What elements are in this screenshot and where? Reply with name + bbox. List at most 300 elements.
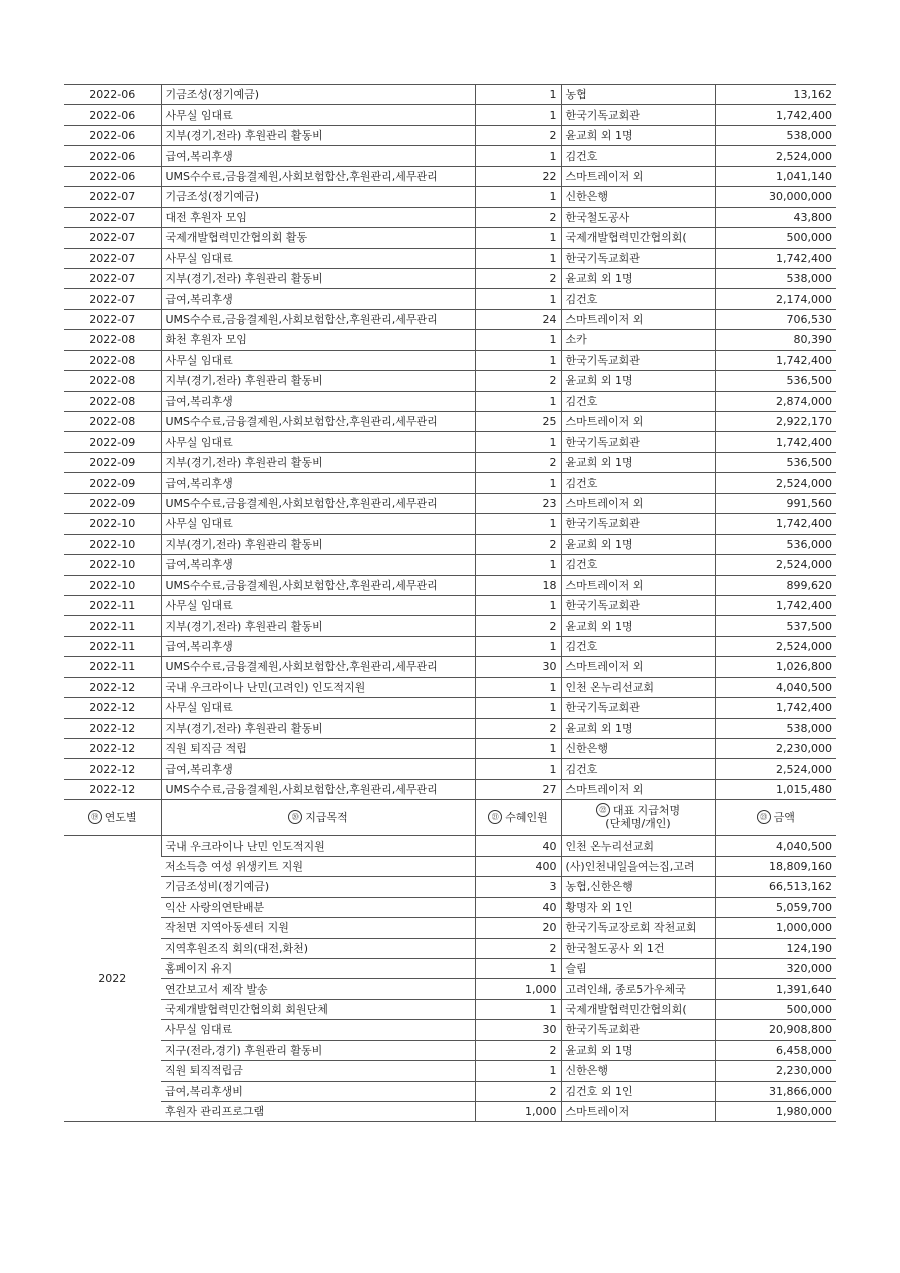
row-date: 2022-07: [64, 309, 161, 329]
row-amount: 899,620: [715, 575, 836, 595]
row-amount: 1,742,400: [715, 698, 836, 718]
row-date: 2022-08: [64, 371, 161, 391]
row-amount: 2,524,000: [715, 146, 836, 166]
row-purpose: 지부(경기,전라) 후원관리 활동비: [161, 534, 475, 554]
row-date: 2022-10: [64, 555, 161, 575]
row-purpose: 지부(경기,전라) 후원관리 활동비: [161, 125, 475, 145]
row-amount: 80,390: [715, 330, 836, 350]
row-payee: 한국철도공사: [561, 207, 715, 227]
row-payee: 윤교희 외 1명: [561, 452, 715, 472]
row-purpose: UMS수수료,금융결제원,사회보험합산,후원관리,세무관리: [161, 657, 475, 677]
annual-payee: 슬림: [561, 958, 715, 978]
annual-amount: 320,000: [715, 958, 836, 978]
circled-number-22: ㉒: [596, 803, 610, 817]
table-row: [64, 289, 836, 309]
annual-payee: 신한은행: [561, 1061, 715, 1081]
row-date: 2022-07: [64, 228, 161, 248]
row-amount: 43,800: [715, 207, 836, 227]
row-count: 18: [475, 575, 561, 595]
row-payee: 한국기독교회관: [561, 105, 715, 125]
row-payee: 스마트레이저 외: [561, 779, 715, 799]
annual-count: 1: [475, 958, 561, 978]
row-count: 24: [475, 309, 561, 329]
annual-count: 3: [475, 877, 561, 897]
row-date: 2022-12: [64, 698, 161, 718]
table-row: [64, 371, 836, 391]
annual-payee: 농협,신한은행: [561, 877, 715, 897]
table-row: [64, 739, 836, 759]
row-count: 2: [475, 534, 561, 554]
row-payee: 김건호: [561, 391, 715, 411]
row-amount: 537,500: [715, 616, 836, 636]
circled-number-21: ㉑: [488, 810, 502, 824]
header-payee-label-line2: (단체명/개인): [605, 817, 671, 831]
row-date: 2022-07: [64, 207, 161, 227]
row-date: 2022-06: [64, 146, 161, 166]
row-count: 22: [475, 166, 561, 186]
annual-row: [64, 938, 836, 958]
annual-count: 2: [475, 938, 561, 958]
annual-count: 1: [475, 1061, 561, 1081]
row-count: 2: [475, 616, 561, 636]
annual-row: [64, 1020, 836, 1040]
row-amount: 536,500: [715, 371, 836, 391]
row-count: 2: [475, 125, 561, 145]
annual-count: 40: [475, 897, 561, 917]
table-row: [64, 698, 836, 718]
row-payee: 윤교희 외 1명: [561, 616, 715, 636]
row-date: 2022-06: [64, 125, 161, 145]
annual-count: 1: [475, 999, 561, 1019]
annual-payee: 윤교희 외 1명: [561, 1040, 715, 1060]
row-payee: 김건호: [561, 473, 715, 493]
row-purpose: 급여,복리후생: [161, 555, 475, 575]
annual-count: 1,000: [475, 979, 561, 999]
annual-purpose: 국내 우크라이나 난민 인도적지원: [161, 836, 475, 856]
row-payee: 한국기독교회관: [561, 248, 715, 268]
row-amount: 538,000: [715, 125, 836, 145]
annual-row: [64, 856, 836, 876]
row-date: 2022-06: [64, 105, 161, 125]
row-purpose: 사무실 임대료: [161, 248, 475, 268]
annual-payee: 한국기독교회관: [561, 1020, 715, 1040]
table-row: [64, 207, 836, 227]
row-amount: 706,530: [715, 309, 836, 329]
row-purpose: 지부(경기,전라) 후원관리 활동비: [161, 452, 475, 472]
row-count: 23: [475, 493, 561, 513]
row-count: 1: [475, 105, 561, 125]
row-count: 1: [475, 759, 561, 779]
row-count: 1: [475, 228, 561, 248]
annual-amount: 500,000: [715, 999, 836, 1019]
table-row: [64, 391, 836, 411]
row-payee: 한국기독교회관: [561, 432, 715, 452]
row-purpose: 급여,복리후생: [161, 146, 475, 166]
table-row: [64, 146, 836, 166]
annual-amount: 20,908,800: [715, 1020, 836, 1040]
row-count: 30: [475, 657, 561, 677]
row-purpose: 화천 후원자 모임: [161, 330, 475, 350]
row-amount: 538,000: [715, 718, 836, 738]
row-date: 2022-12: [64, 759, 161, 779]
annual-rows: [64, 836, 836, 1122]
header-year: [64, 800, 161, 836]
header-year-label: 연도별: [104, 810, 137, 824]
annual-amount: 2,230,000: [715, 1061, 836, 1081]
row-date: 2022-07: [64, 187, 161, 207]
row-count: 1: [475, 146, 561, 166]
table-row: [64, 309, 836, 329]
header-amount-label: 금액: [773, 810, 795, 824]
table-row: [64, 555, 836, 575]
row-payee: 한국기독교회관: [561, 595, 715, 615]
row-date: 2022-12: [64, 739, 161, 759]
annual-row: [64, 877, 836, 897]
row-purpose: 기금조성(정기예금): [161, 187, 475, 207]
annual-payee: 인천 온누리선교회: [561, 836, 715, 856]
row-date: 2022-11: [64, 636, 161, 656]
row-payee: 인천 온누리선교회: [561, 677, 715, 697]
annual-amount: 6,458,000: [715, 1040, 836, 1060]
row-count: 1: [475, 391, 561, 411]
annual-purpose: 저소득층 여성 위생키트 지원: [161, 856, 475, 876]
row-count: 1: [475, 289, 561, 309]
row-amount: 1,742,400: [715, 432, 836, 452]
row-date: 2022-09: [64, 432, 161, 452]
row-date: 2022-07: [64, 248, 161, 268]
header-purpose-label: 지급목적: [305, 810, 348, 824]
row-payee: 농협: [561, 85, 715, 105]
row-payee: 김건호: [561, 759, 715, 779]
row-count: 1: [475, 187, 561, 207]
annual-count: 1,000: [475, 1102, 561, 1122]
annual-amount: 18,809,160: [715, 856, 836, 876]
row-payee: 스마트레이저 외: [561, 575, 715, 595]
row-payee: 스마트레이저 외: [561, 309, 715, 329]
row-payee: 신한은행: [561, 187, 715, 207]
table-row: [64, 432, 836, 452]
row-date: 2022-09: [64, 452, 161, 472]
row-purpose: 급여,복리후생: [161, 391, 475, 411]
table-row: [64, 166, 836, 186]
row-purpose: 사무실 임대료: [161, 595, 475, 615]
annual-purpose: 국제개발협력민간협의회 회원단체: [161, 999, 475, 1019]
header-payee: [561, 800, 715, 836]
row-count: 1: [475, 677, 561, 697]
row-amount: 2,524,000: [715, 555, 836, 575]
annual-count: 40: [475, 836, 561, 856]
expenditure-table: [64, 84, 836, 1122]
row-purpose: 대전 후원자 모임: [161, 207, 475, 227]
table-row: [64, 268, 836, 288]
row-count: 1: [475, 432, 561, 452]
header-count: [475, 800, 561, 836]
row-payee: 윤교희 외 1명: [561, 125, 715, 145]
circled-number-23: ㉓: [757, 810, 771, 824]
row-purpose: 기금조성(정기예금): [161, 85, 475, 105]
row-payee: 한국기독교회관: [561, 698, 715, 718]
row-purpose: 직원 퇴직금 적립: [161, 739, 475, 759]
row-payee: 윤교희 외 1명: [561, 534, 715, 554]
annual-row: [64, 836, 836, 856]
row-date: 2022-11: [64, 657, 161, 677]
table-row: [64, 616, 836, 636]
annual-purpose: 사무실 임대료: [161, 1020, 475, 1040]
table-row: [64, 85, 836, 105]
annual-amount: 66,513,162: [715, 877, 836, 897]
row-amount: 1,742,400: [715, 514, 836, 534]
row-payee: 김건호: [561, 636, 715, 656]
row-purpose: 사무실 임대료: [161, 698, 475, 718]
row-payee: 윤교희 외 1명: [561, 268, 715, 288]
annual-payee: 황명자 외 1인: [561, 897, 715, 917]
row-amount: 536,000: [715, 534, 836, 554]
row-date: 2022-10: [64, 534, 161, 554]
row-purpose: 국제개발협력민간협의회 활동: [161, 228, 475, 248]
row-count: 2: [475, 207, 561, 227]
row-date: 2022-11: [64, 616, 161, 636]
row-amount: 2,524,000: [715, 636, 836, 656]
row-payee: 김건호: [561, 289, 715, 309]
row-payee: 김건호: [561, 146, 715, 166]
table-row: [64, 473, 836, 493]
row-payee: 소카: [561, 330, 715, 350]
table-row: [64, 228, 836, 248]
row-amount: 536,500: [715, 452, 836, 472]
annual-row: [64, 999, 836, 1019]
header-amount: [715, 800, 836, 836]
row-date: 2022-07: [64, 268, 161, 288]
row-date: 2022-12: [64, 677, 161, 697]
row-count: 2: [475, 371, 561, 391]
row-payee: 김건호: [561, 555, 715, 575]
row-purpose: UMS수수료,금융결제원,사회보험합산,후원관리,세무관리: [161, 779, 475, 799]
row-date: 2022-08: [64, 330, 161, 350]
row-date: 2022-08: [64, 391, 161, 411]
header-row: [64, 800, 836, 836]
row-date: 2022-10: [64, 575, 161, 595]
row-purpose: 급여,복리후생: [161, 636, 475, 656]
row-count: 1: [475, 555, 561, 575]
annual-row: [64, 918, 836, 938]
row-purpose: UMS수수료,금융결제원,사회보험합산,후원관리,세무관리: [161, 412, 475, 432]
row-count: 2: [475, 452, 561, 472]
header-payee-label-line1: 대표 지급처명: [612, 804, 681, 818]
table-row: [64, 575, 836, 595]
annual-purpose: 작천면 지역아동센터 지원: [161, 918, 475, 938]
table-row: [64, 718, 836, 738]
row-amount: 2,524,000: [715, 759, 836, 779]
row-date: 2022-12: [64, 779, 161, 799]
row-date: 2022-12: [64, 718, 161, 738]
row-count: 1: [475, 248, 561, 268]
table-row: [64, 105, 836, 125]
row-date: 2022-08: [64, 350, 161, 370]
annual-payee: 한국기독교장로회 작천교회: [561, 918, 715, 938]
row-payee: 신한은행: [561, 739, 715, 759]
row-date: 2022-06: [64, 85, 161, 105]
row-payee: 스마트레이저 외: [561, 166, 715, 186]
annual-row: [64, 1081, 836, 1101]
table-row: [64, 779, 836, 799]
row-purpose: 급여,복리후생: [161, 289, 475, 309]
row-purpose: UMS수수료,금융결제원,사회보험합산,후원관리,세무관리: [161, 493, 475, 513]
row-purpose: 급여,복리후생: [161, 473, 475, 493]
row-amount: 538,000: [715, 268, 836, 288]
table-row: [64, 636, 836, 656]
annual-payee: 김건호 외 1인: [561, 1081, 715, 1101]
row-count: 1: [475, 85, 561, 105]
annual-amount: 4,040,500: [715, 836, 836, 856]
row-amount: 991,560: [715, 493, 836, 513]
table-row: [64, 125, 836, 145]
row-purpose: UMS수수료,금융결제원,사회보험합산,후원관리,세무관리: [161, 309, 475, 329]
row-amount: 2,174,000: [715, 289, 836, 309]
row-date: 2022-07: [64, 289, 161, 309]
row-amount: 1,015,480: [715, 779, 836, 799]
row-count: 1: [475, 739, 561, 759]
row-date: 2022-06: [64, 166, 161, 186]
row-payee: 한국기독교회관: [561, 350, 715, 370]
table-row: [64, 759, 836, 779]
table-row: [64, 350, 836, 370]
monthly-rows: [64, 85, 836, 800]
row-purpose: 사무실 임대료: [161, 350, 475, 370]
table-row: [64, 187, 836, 207]
table-row: [64, 248, 836, 268]
table-row: [64, 452, 836, 472]
header-count-label: 수혜인원: [505, 810, 548, 824]
annual-count: 2: [475, 1040, 561, 1060]
row-payee: 국제개발협력민간협의회(: [561, 228, 715, 248]
row-payee: 스마트레이저 외: [561, 493, 715, 513]
row-purpose: 지부(경기,전라) 후원관리 활동비: [161, 371, 475, 391]
row-payee: 스마트레이저 외: [561, 657, 715, 677]
row-count: 1: [475, 636, 561, 656]
row-count: 2: [475, 718, 561, 738]
row-count: 1: [475, 698, 561, 718]
row-count: 2: [475, 268, 561, 288]
annual-count: 20: [475, 918, 561, 938]
annual-row: [64, 979, 836, 999]
annual-row: [64, 1040, 836, 1060]
row-count: 25: [475, 412, 561, 432]
row-purpose: 사무실 임대료: [161, 105, 475, 125]
row-purpose: UMS수수료,금융결제원,사회보험합산,후원관리,세무관리: [161, 166, 475, 186]
row-amount: 2,874,000: [715, 391, 836, 411]
annual-payee: 국제개발협력민간협의회(: [561, 999, 715, 1019]
annual-row: [64, 1061, 836, 1081]
row-amount: 1,742,400: [715, 350, 836, 370]
annual-purpose: 지구(전라,경기) 후원관리 활동비: [161, 1040, 475, 1060]
row-date: 2022-09: [64, 473, 161, 493]
row-amount: 1,742,400: [715, 105, 836, 125]
annual-row: [64, 958, 836, 978]
row-amount: 2,524,000: [715, 473, 836, 493]
row-amount: 1,742,400: [715, 595, 836, 615]
row-amount: 4,040,500: [715, 677, 836, 697]
row-purpose: 사무실 임대료: [161, 432, 475, 452]
row-payee: 윤교희 외 1명: [561, 718, 715, 738]
row-count: 1: [475, 595, 561, 615]
annual-purpose: 지역후원조직 회의(대전,화천): [161, 938, 475, 958]
annual-purpose: 연간보고서 제작 발송: [161, 979, 475, 999]
table-row: [64, 657, 836, 677]
annual-row: [64, 1102, 836, 1122]
annual-year: 2022: [64, 836, 161, 1122]
row-amount: 30,000,000: [715, 187, 836, 207]
annual-row: [64, 897, 836, 917]
row-count: 1: [475, 473, 561, 493]
row-purpose: 지부(경기,전라) 후원관리 활동비: [161, 616, 475, 636]
row-amount: 500,000: [715, 228, 836, 248]
annual-purpose: 후원자 관리프로그램: [161, 1102, 475, 1122]
header-purpose: [161, 800, 475, 836]
row-purpose: 지부(경기,전라) 후원관리 활동비: [161, 718, 475, 738]
row-amount: 1,026,800: [715, 657, 836, 677]
annual-amount: 5,059,700: [715, 897, 836, 917]
annual-count: 30: [475, 1020, 561, 1040]
annual-amount: 1,391,640: [715, 979, 836, 999]
annual-amount: 1,000,000: [715, 918, 836, 938]
row-purpose: 지부(경기,전라) 후원관리 활동비: [161, 268, 475, 288]
table-row: [64, 330, 836, 350]
annual-purpose: 기금조성비(정기예금): [161, 877, 475, 897]
annual-amount: 124,190: [715, 938, 836, 958]
row-purpose: 국내 우크라이나 난민(고려인) 인도적지원: [161, 677, 475, 697]
annual-payee: (사)인천내일을여는집,고려: [561, 856, 715, 876]
row-date: 2022-09: [64, 493, 161, 513]
annual-purpose: 급여,복리후생비: [161, 1081, 475, 1101]
row-date: 2022-10: [64, 514, 161, 534]
row-amount: 1,041,140: [715, 166, 836, 186]
annual-count: 400: [475, 856, 561, 876]
table-row: [64, 412, 836, 432]
annual-payee: 한국철도공사 외 1건: [561, 938, 715, 958]
annual-purpose: 익산 사랑의연탄배분: [161, 897, 475, 917]
circled-number-20: ⑳: [288, 810, 302, 824]
row-payee: 윤교희 외 1명: [561, 371, 715, 391]
annual-purpose: 직원 퇴직적립금: [161, 1061, 475, 1081]
row-date: 2022-08: [64, 412, 161, 432]
row-payee: 스마트레이저 외: [561, 412, 715, 432]
row-date: 2022-11: [64, 595, 161, 615]
annual-amount: 31,866,000: [715, 1081, 836, 1101]
row-amount: 2,230,000: [715, 739, 836, 759]
annual-amount: 1,980,000: [715, 1102, 836, 1122]
annual-payee: 스마트레이저: [561, 1102, 715, 1122]
row-amount: 13,162: [715, 85, 836, 105]
row-count: 1: [475, 350, 561, 370]
table-row: [64, 677, 836, 697]
row-amount: 2,922,170: [715, 412, 836, 432]
summary-header: [64, 800, 836, 836]
table-row: [64, 514, 836, 534]
row-purpose: UMS수수료,금융결제원,사회보험합산,후원관리,세무관리: [161, 575, 475, 595]
annual-count: 2: [475, 1081, 561, 1101]
row-payee: 한국기독교회관: [561, 514, 715, 534]
row-purpose: 사무실 임대료: [161, 514, 475, 534]
row-count: 1: [475, 330, 561, 350]
row-count: 27: [475, 779, 561, 799]
row-amount: 1,742,400: [715, 248, 836, 268]
table-row: [64, 493, 836, 513]
row-count: 1: [475, 514, 561, 534]
annual-purpose: 홈페이지 유지: [161, 958, 475, 978]
row-purpose: 급여,복리후생: [161, 759, 475, 779]
table-row: [64, 534, 836, 554]
circled-number-19: ⑲: [88, 810, 102, 824]
